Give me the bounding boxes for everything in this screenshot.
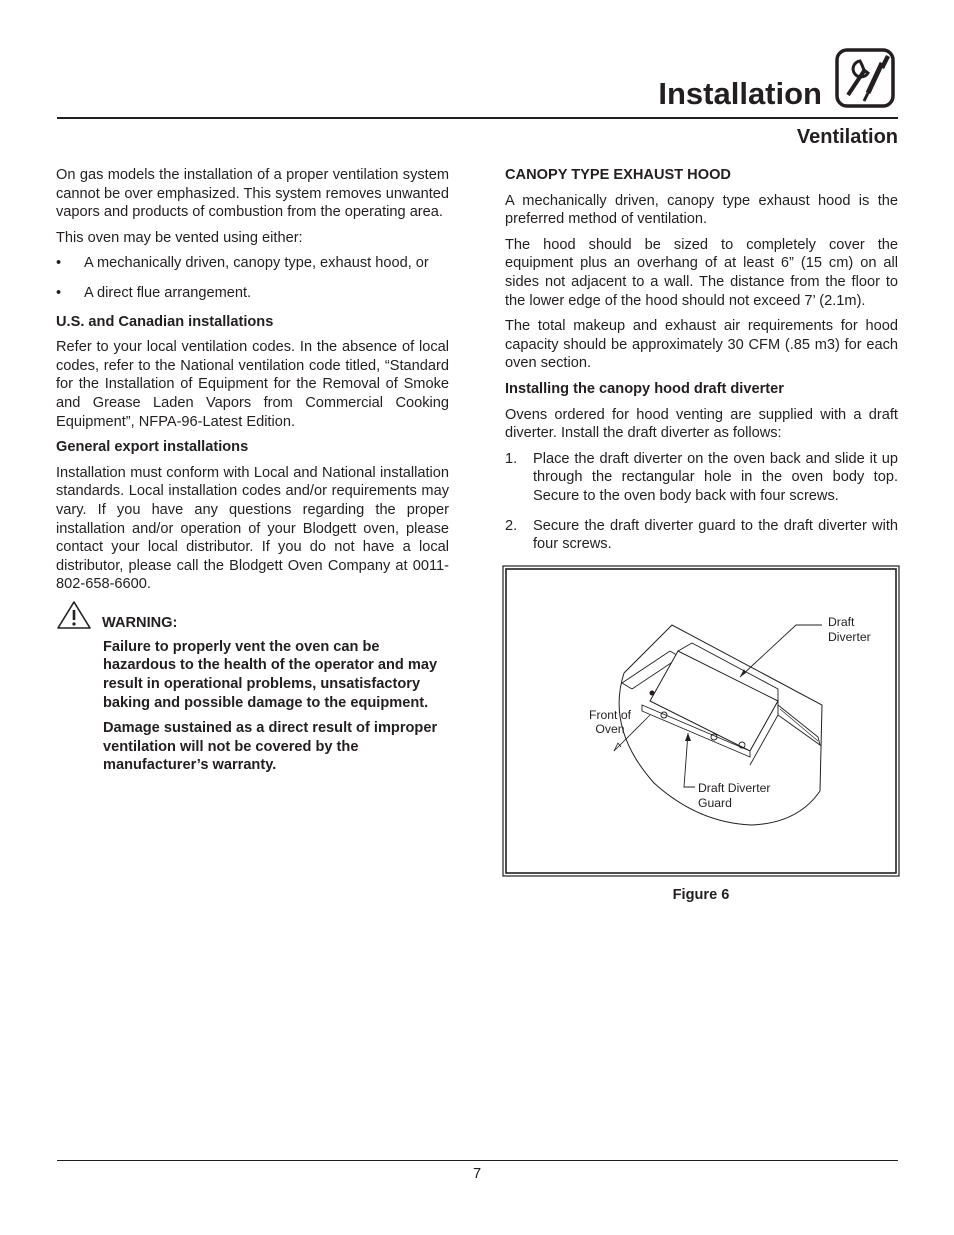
right-column bbox=[505, 166, 898, 554]
step-text: Secure the draft diverter guard to the draft diverter with four screws. bbox=[533, 517, 898, 553]
label-draft-diverter: Draft bbox=[828, 615, 855, 629]
bullet-text: A mechanically driven, canopy type, exhaust hood, or bbox=[84, 255, 429, 272]
diverter-heading: Installing the canopy hood draft diverter bbox=[505, 380, 784, 397]
bullet-item bbox=[56, 284, 449, 303]
warning-label: WARNING: bbox=[102, 614, 178, 631]
section-title: Ventilation bbox=[796, 126, 898, 148]
bullet-dot: • bbox=[56, 255, 62, 272]
warning-triangle-icon bbox=[56, 600, 92, 630]
label-draft-diverter-guard: Guard bbox=[698, 796, 732, 810]
canopy-heading: CANOPY TYPE EXHAUST HOOD bbox=[505, 167, 731, 183]
step-number: 2. bbox=[505, 517, 518, 534]
wrench-screwdriver-icon bbox=[834, 47, 896, 109]
canopy-paragraph-2: The hood should be sized to completely cover the equipment plus an overhang of at least 6” (15 cm) on all sides not adjacent to a wall. The distance from the floor to the lower edge of the hood should not exceed 7’ (2.1m). bbox=[505, 236, 898, 309]
intro-paragraph: On gas models the installation of a proper ventilation system cannot be over emphasized. This system removes unwanted vapors and products of combustion from the operating area. bbox=[56, 167, 449, 221]
page-number: 7 bbox=[472, 1166, 482, 1182]
bullet-item bbox=[56, 254, 449, 273]
step-item bbox=[505, 450, 898, 506]
export-paragraph: Installation must conform with Local and National installation standards. Local installation codes and/or requirements may vary. If you have any questions regarding the proper installation and/or operation of your Blodgett oven, please contact your local distributor. If you do not have a local distributor, please call the Blodgett Oven Company at 0011-802-658-6600. bbox=[56, 464, 449, 593]
canopy-paragraph-3: The total makeup and exhaust air requirements for hood capacity should be approximately 30 CFM (.85 m3) for each oven section. bbox=[505, 318, 898, 372]
footer-rule bbox=[57, 1160, 898, 1161]
step-text: Place the draft diverter on the oven back and slide it up through the rectangular hole in the oven body top. Secure to the oven body back with four screws. bbox=[533, 450, 898, 504]
label-draft-diverter: Diverter bbox=[828, 630, 871, 644]
page-title: Installation bbox=[658, 76, 822, 111]
us-paragraph: Refer to your local ventilation codes. In the absence of local codes, refer to the National ventilation code titled, “Standard for the Installation of Equipment for the Removal of Smoke and Grease Laden Vapors from Commercial Cooking Equipment”, NFPA-96-Latest Edition. bbox=[56, 339, 449, 430]
bullet-text: A direct flue arrangement. bbox=[84, 284, 252, 301]
us-heading: U.S. and Canadian installations bbox=[56, 313, 274, 330]
bullet-dot: • bbox=[56, 284, 62, 301]
canopy-paragraph-1: A mechanically driven, canopy type exhaust hood is the preferred method of ventilation. bbox=[505, 192, 898, 228]
header-rule bbox=[57, 117, 898, 119]
figure-caption: Figure 6 bbox=[672, 887, 730, 903]
label-front-of-oven: Oven bbox=[595, 722, 625, 736]
step-item bbox=[505, 517, 898, 554]
vented-using-text: This oven may be vented using either: bbox=[56, 229, 303, 246]
diverter-intro: Ovens ordered for hood venting are supplied with a draft diverter. Install the draft diverter as follows: bbox=[505, 406, 898, 442]
warning-text-2: Damage sustained as a direct result of improper ventilation will not be covered by the manufacturer’s warranty. bbox=[103, 720, 438, 774]
step-number: 1. bbox=[505, 450, 518, 467]
export-heading: General export installations bbox=[56, 439, 249, 456]
warning-header bbox=[56, 608, 449, 638]
label-draft-diverter-guard: Draft Diverter bbox=[698, 781, 771, 795]
label-front-of-oven: Front of bbox=[589, 708, 631, 722]
warning-text-1: Failure to properly vent the oven can be hazardous to the health of the operator and may result in operational problems, unsatisfactory baking and possible damage to the equipment. bbox=[103, 638, 438, 711]
left-column bbox=[56, 166, 449, 775]
figure-6-illustration bbox=[502, 565, 900, 877]
